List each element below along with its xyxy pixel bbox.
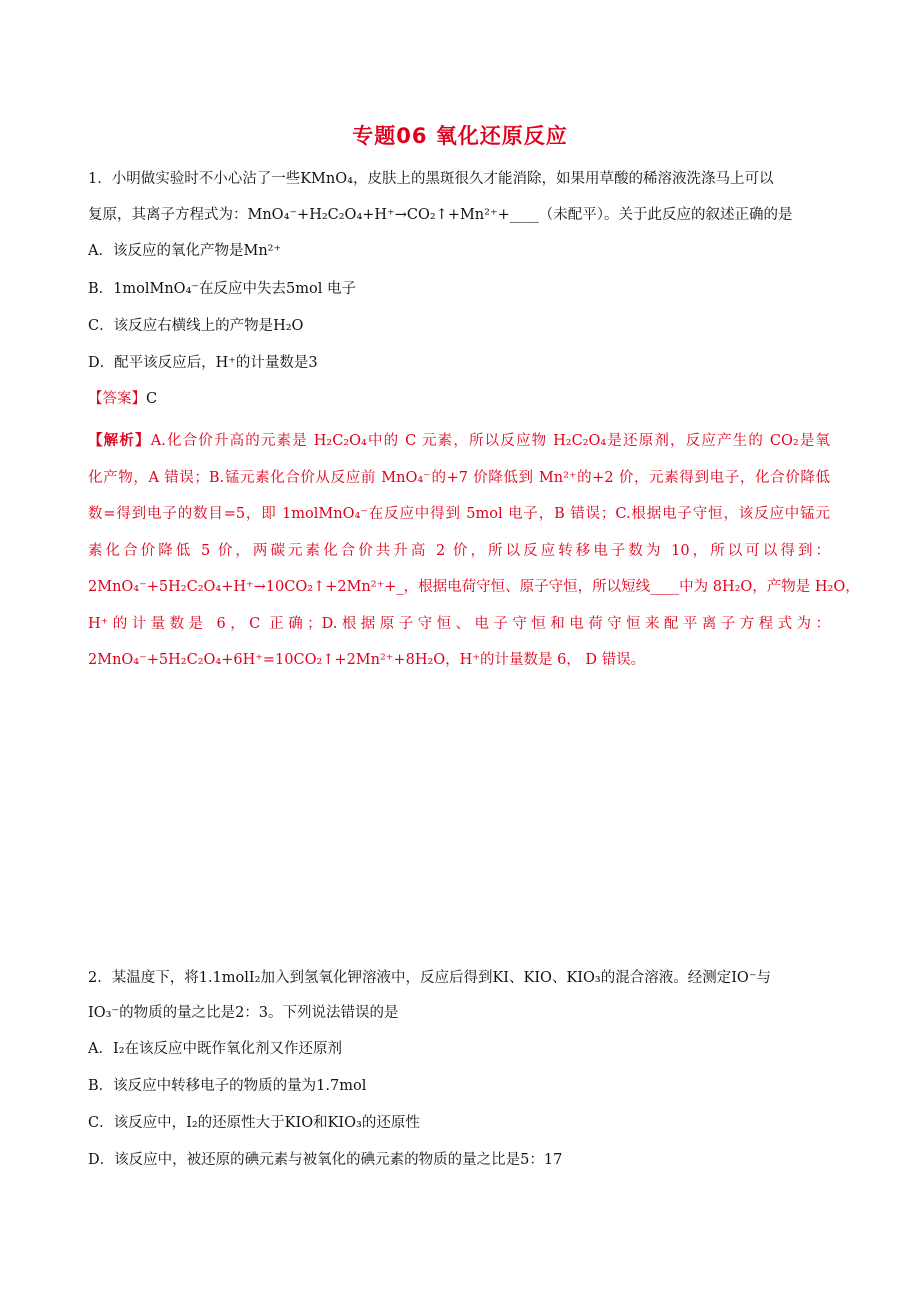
analysis-line-3: 数=得到电子的数目=5，即 1molMnO₄⁻在反应中得到 5mol 电子，B 错误；C.根据电子守恒，该反应中锰元 bbox=[88, 506, 830, 522]
q2-option-a: A．I₂在该反应中既作氧化剂又作还原剂 bbox=[88, 1041, 343, 1057]
analysis-line-2: 化产物，A 错误；B.锰元素化合价从反应前 MnO₄⁻的+7 价降低到 Mn²⁺的+2 价，元素得到电子，化合价降低 bbox=[88, 469, 830, 486]
analysis-line-6: H⁺的计量数是 6，C 正确；D.根据原子守恒、电子守恒和电荷守恒来配平离子方程式为： bbox=[88, 615, 830, 632]
analysis-line-5: 2MnO₄⁻+5H₂C₂O₄+H⁺→10CO₂↑+2Mn²⁺+_，根据电荷守恒、原子守恒，所以短线____中为 8H₂O，产物是 H₂O， bbox=[88, 579, 860, 595]
analysis-line-4: 素化合价降低 5 价，两碳元素化合价共升高 2 价，所以反应转移电子数为 10，所以可以得到： bbox=[88, 542, 830, 559]
answer-value: C bbox=[146, 391, 158, 407]
analysis-line-7: 2MnO₄⁻+5H₂C₂O₄+6H⁺=10CO₂↑+2Mn²⁺+8H₂O，H⁺的计量数是 6， D 错误。 bbox=[88, 652, 646, 668]
q1-analysis bbox=[88, 423, 860, 679]
q1-stem-line1: 1．小明做实验时不小心沾了一些KMnO₄，皮肤上的黑斑很久才能消除，如果用草酸的稀溶液洗涤马上可以 bbox=[88, 171, 774, 187]
q1-option-d: D．配平该反应后，H⁺的计量数是3 bbox=[88, 355, 318, 371]
q2-stem-line1: 2．某温度下，将1.1molI₂加入到氢氧化钾溶液中，反应后得到KI、KIO、KIO₃的混合溶液。经测定IO⁻与 bbox=[88, 970, 771, 986]
q2-stem-line2: IO₃⁻的物质的量之比是2：3。下列说法错误的是 bbox=[88, 1005, 399, 1021]
q2-option-c: C．该反应中，I₂的还原性大于KIO和KIO₃的还原性 bbox=[88, 1115, 420, 1131]
page-title: 专题06 氧化还原反应 bbox=[352, 124, 568, 148]
q1-stem-line2: 复原，其离子方程式为：MnO₄⁻+H₂C₂O₄+H⁺→CO₂↑+Mn²⁺+____（未配平）。关于此反应的叙述正确的是 bbox=[88, 207, 793, 223]
q1-option-a: A．该反应的氧化产物是Mn²⁺ bbox=[88, 243, 282, 259]
q2-option-b: B．该反应中转移电子的物质的量为1.7mol bbox=[88, 1078, 367, 1094]
q1-option-b: B．1molMnO₄⁻在反应中失去5mol 电子 bbox=[88, 281, 356, 297]
analysis-label: 【解析】 bbox=[88, 432, 151, 449]
answer-label: 【答案】 bbox=[88, 391, 146, 407]
q1-option-c: C．该反应右横线上的产物是H₂O bbox=[88, 318, 304, 334]
q2-option-d: D．该反应中，被还原的碘元素与被氧化的碘元素的物质的量之比是5：17 bbox=[88, 1152, 563, 1168]
q1-answer bbox=[88, 389, 157, 409]
analysis-line-1: 【解析】A.化合价升高的元素是 H₂C₂O₄中的 C 元素，所以反应物 H₂C₂O₄是还原剂，反应产生的 CO₂是氧 bbox=[88, 432, 830, 449]
